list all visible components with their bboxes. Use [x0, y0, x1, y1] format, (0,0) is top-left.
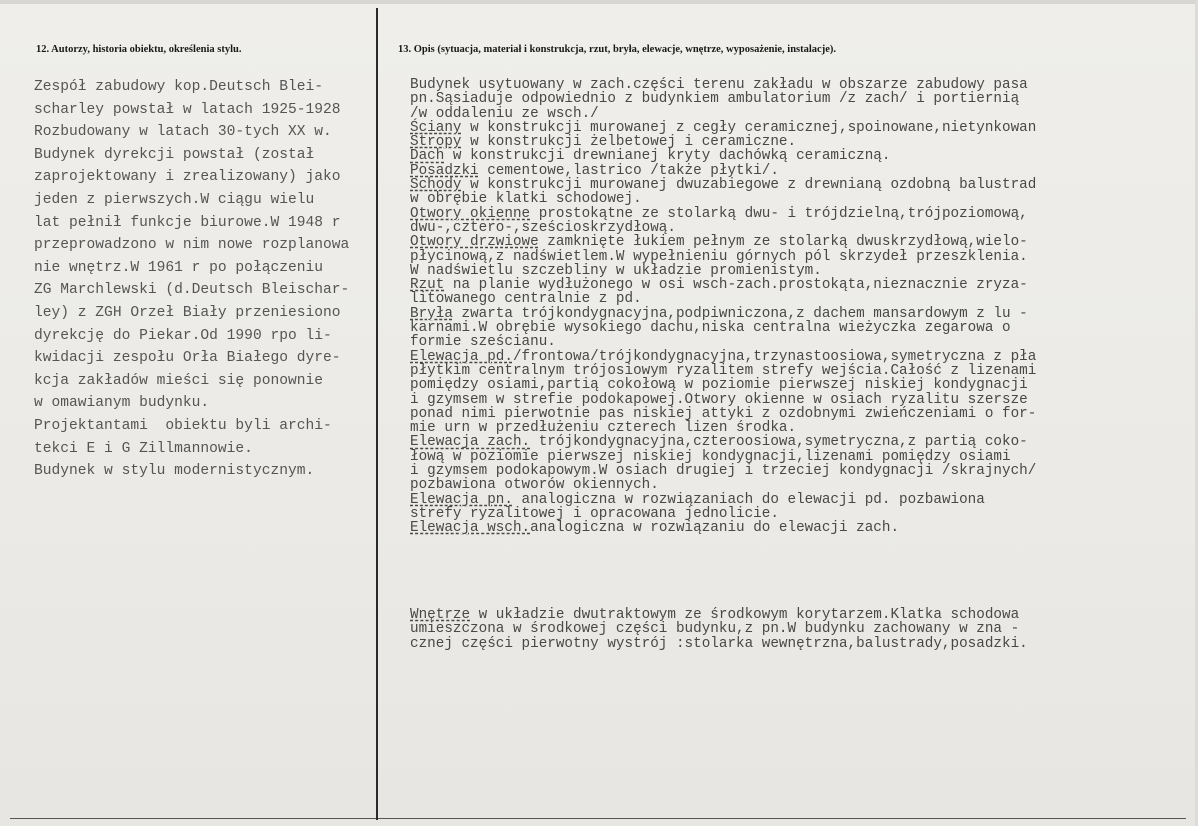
authors-history-text: [34, 76, 349, 483]
text-line: [410, 107, 1036, 121]
underlined-term: Wnętrze: [410, 607, 471, 623]
underlined-term: Elewacja pn.: [410, 491, 513, 508]
text-line: [410, 421, 1036, 435]
underlined-term: Dach: [410, 148, 445, 165]
text-line: [410, 407, 1036, 421]
line-text: zamknięte łukiem pełnym ze stolarką dwuskrzydłową,wielo-: [538, 234, 1028, 251]
text-line: lat pełnił funkcje biurowe.W 1948 r: [34, 214, 341, 231]
line-text: pomiędzy osiami,partią cokołową w poziomie pierwszej niskiej kondygnacji: [410, 377, 1028, 394]
line-text: na planie wydłużonego w osi wsch-zach.prostokąta,nieznacznie zryza-: [444, 277, 1028, 294]
text-line: [410, 121, 1036, 135]
text-line: [410, 521, 1036, 535]
text-line: [410, 493, 1036, 507]
text-line: [410, 608, 1028, 622]
line-text: w obrębie klatki schodowej.: [410, 191, 642, 208]
text-line: tekci E i G Zillmannowie.: [34, 440, 253, 457]
line-text: ponad nimi pierwotnie pas niskiej attyki z ozdobnymi zwieńczeniami o for-: [410, 405, 1037, 422]
text-line: [410, 135, 1036, 149]
underlined-term: Posadzki: [410, 162, 479, 179]
line-text: w konstrukcji murowanej z cegły ceramicznej,spoinowane,nietynkowan: [461, 119, 1037, 136]
line-text: pozbawiona otworów okiennych.: [410, 477, 659, 494]
text-line: [410, 149, 1036, 163]
text-line: [410, 335, 1036, 349]
underlined-term: Stropy: [410, 134, 462, 151]
line-text: Budynek usytuowany w zach.części terenu zakładu w obszarze zabudowy pasa: [410, 77, 1028, 93]
line-text: łową w poziomie pierwszej niskiej kondygnacji,lizenami pomiędzy osiami: [410, 448, 1011, 465]
description-text: [410, 78, 1036, 536]
text-line: jeden z pierwszych.W ciągu wielu: [34, 191, 315, 208]
text-line: [410, 278, 1036, 292]
text-line: [410, 507, 1036, 521]
line-text: w konstrukcji murowanej dwuzabiegowe z drewnianą ozdobną balustrad: [461, 177, 1037, 194]
section-12-heading: 12. Autorzy, historia obiektu, określenia stylu.: [36, 44, 242, 55]
line-text: cznej części pierwotny wystrój :stolarka wewnętrzna,balustrady,posadzki.: [410, 635, 1028, 652]
underlined-term: Otwory drzwiowe: [410, 234, 539, 251]
text-line: Zespół zabudowy kop.Deutsch Blei-: [34, 79, 324, 95]
text-line: [410, 350, 1036, 364]
text-line: [410, 435, 1036, 449]
line-text: /w oddaleniu ze wsch./: [410, 105, 599, 122]
text-line: ZG Marchlewski (d.Deutsch Bleischar-: [34, 282, 350, 299]
text-line: [410, 393, 1036, 407]
underlined-term: Elewacja pd.: [410, 348, 513, 365]
text-line: [410, 321, 1036, 335]
text-line: dyrekcję do Piekar.Od 1990 rpo li-: [34, 327, 332, 344]
underlined-term: Otwory okienne: [410, 205, 531, 222]
text-line: Budynek dyrekcji powstał (został: [34, 146, 315, 163]
text-line: zaprojektowany i zrealizowany) jako: [34, 169, 341, 186]
underlined-term: Rzut: [410, 277, 445, 294]
line-text: analogiczna w rozwiązaniu do elewacji zach.: [530, 520, 900, 537]
text-line: [410, 364, 1036, 378]
column-divider: [376, 8, 378, 820]
line-text: formie sześcianu.: [410, 334, 556, 351]
text-line: [410, 307, 1036, 321]
text-line: Rozbudowany w latach 30-tych XX w.: [34, 124, 332, 141]
text-line: [410, 637, 1028, 651]
text-line: [410, 478, 1036, 492]
line-text: pn.Sąsiaduje odpowiednio z budynkiem ambulatorium /z zach/ i portiernią: [410, 91, 1020, 108]
line-text: umieszczona w środkowej części budynku,z pn.W budynku zachowany w zna -: [410, 621, 1020, 638]
text-line: [410, 164, 1036, 178]
interior-description-text: [410, 608, 1028, 651]
text-line: [410, 292, 1036, 306]
text-line: [410, 178, 1036, 192]
text-line: Projektantami obiektu byli archi-: [34, 417, 332, 434]
line-text: karnami.W obrębie wysokiego dachu,niska centralna wieżyczka zegarowa o: [410, 320, 1011, 337]
line-text: i gzymsem podokapowym.W osiach drugiej i trzeciej kondygnacji /skrajnych/: [410, 463, 1037, 480]
text-line: [410, 192, 1036, 206]
line-text: dwu-,cztero-,sześcioskrzydłową.: [410, 219, 676, 236]
text-line: Budynek w stylu modernistycznym.: [34, 463, 315, 480]
line-text: w konstrukcji drewnianej kryty dachówką ceramiczną.: [444, 148, 891, 165]
text-line: ley) z ZGH Orzeł Biały przeniesiono: [34, 304, 341, 321]
text-line: [410, 235, 1036, 249]
line-text: /frontowa/trójkondygnacyjna,trzynastoosiowa,symetryczna z pła: [512, 348, 1037, 365]
line-text: płytkim centralnym trójosiowym ryzalitem strefy wejścia.Całość z lizenami: [410, 362, 1037, 379]
line-text: w układzie dwutraktowym ze środkowym korytarzem.Klatka schodowa: [470, 607, 1020, 623]
text-line: w omawianym budynku.: [34, 395, 210, 412]
text-line: [410, 250, 1036, 264]
text-line: scharley powstał w latach 1925-1928: [34, 101, 341, 118]
text-line: kwidacji zespołu Orła Białego dyre-: [34, 350, 341, 367]
text-line: [410, 464, 1036, 478]
section-13-heading: 13. Opis (sytuacja, materiał i konstrukcja, rzut, bryła, elewacje, wnętrze, wyposażenie, instalacje).: [398, 44, 837, 55]
text-line: [410, 378, 1036, 392]
text-line: [410, 221, 1036, 235]
line-text: strefy ryzalitowej i opracowana jednolicie.: [410, 505, 779, 522]
text-line: [410, 622, 1028, 636]
line-text: i gzymsem w strefie podokapowej.Otwory okienne w osiach ryzalitu szersze: [410, 391, 1028, 408]
line-text: mie urn w przedłużeniu czterech lizen środka.: [410, 420, 797, 437]
line-text: trójkondygnacyjna,czteroosiowa,symetryczna,z partią coko-: [530, 434, 1028, 451]
underlined-term: Elewacja wsch.: [410, 520, 531, 537]
underlined-term: Elewacja zach.: [410, 434, 531, 451]
underlined-term: Bryła: [410, 305, 453, 322]
underlined-term: Ściany: [410, 119, 462, 136]
text-line: [410, 78, 1036, 92]
line-text: w konstrukcji żelbetowej i ceramiczne.: [461, 134, 797, 151]
text-line: nie wnętrz.W 1961 r po połączeniu: [34, 259, 324, 276]
text-line: [410, 207, 1036, 221]
text-line: kcja zakładów mieści się ponownie: [34, 372, 324, 389]
line-text: prostokątne ze stolarką dwu- i trójdzielną,trójpoziomową,: [530, 205, 1028, 222]
line-text: litowanego centralnie z pd.: [410, 291, 642, 308]
line-text: zwarta trójkondygnacyjna,podpiwniczona,z dachem mansardowym z lu -: [452, 305, 1028, 322]
underlined-term: Schody: [410, 177, 462, 194]
line-text: W nadświetlu szczebliny w układzie promienistym.: [410, 262, 822, 279]
text-line: [410, 264, 1036, 278]
line-text: płycinową,z nadświetlem.W wypełnieniu górnych pól skrzydeł przeszklenia.: [410, 248, 1028, 265]
text-line: [410, 92, 1036, 106]
text-line: [410, 450, 1036, 464]
line-text: cementowe,lastrico /także płytki/.: [478, 162, 779, 179]
line-text: analogiczna w rozwiązaniach do elewacji pd. pozbawiona: [512, 491, 985, 508]
text-line: przeprowadzono w nim nowe rozplanowa: [34, 237, 350, 254]
